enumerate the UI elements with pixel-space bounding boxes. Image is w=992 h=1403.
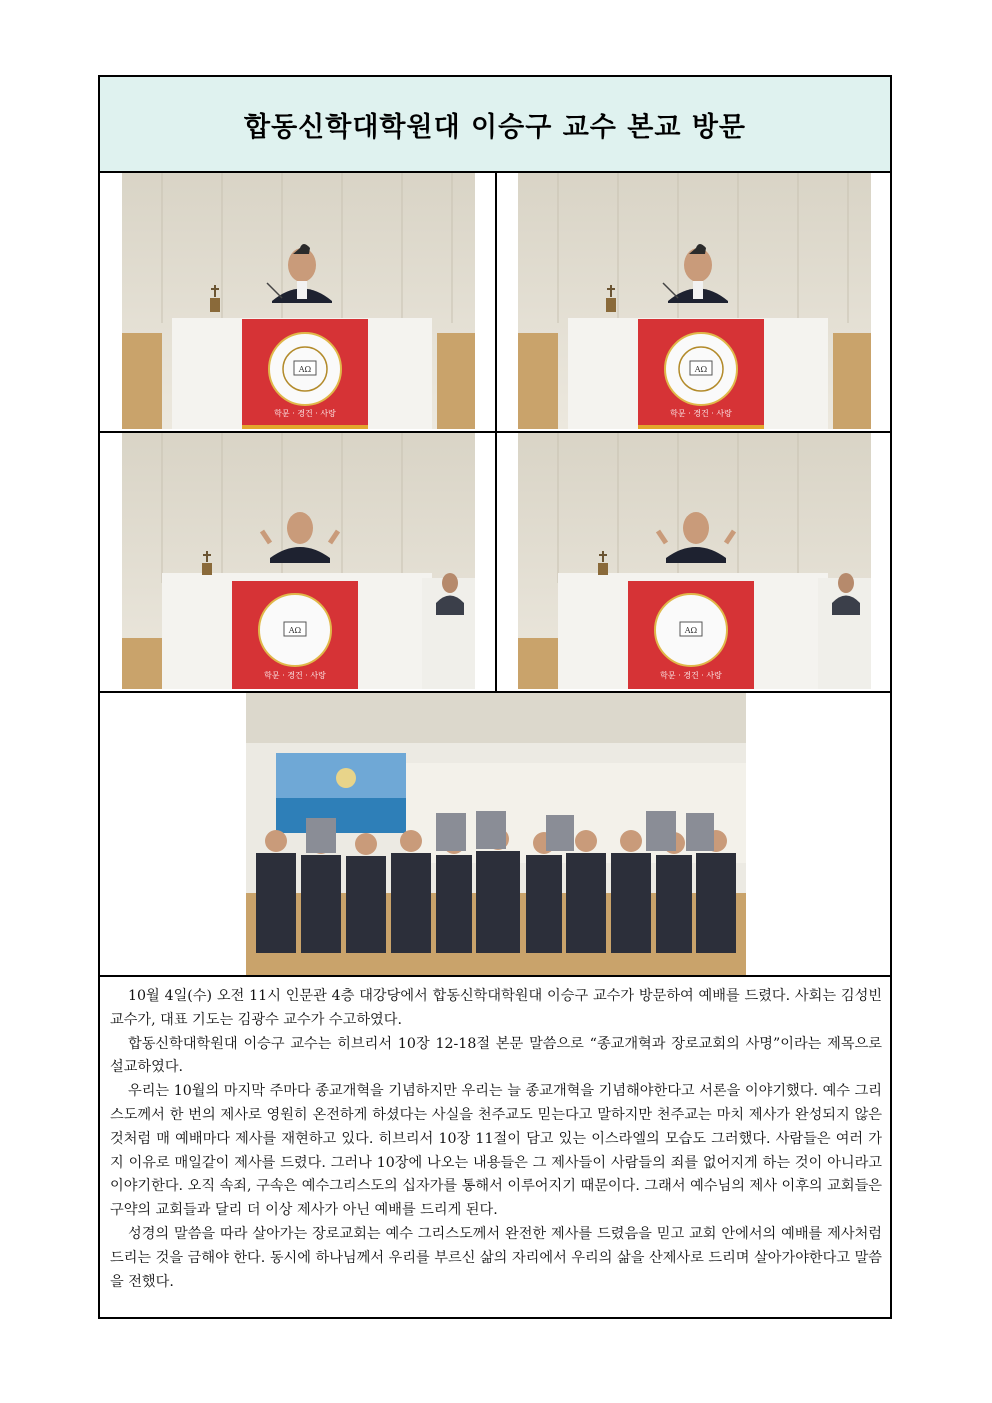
- paragraph: 합동신학대학원대 이승구 교수는 히브리서 10장 12-18절 본문 말씀으로 “종교개혁과 장로교회의 사명”이라는 제목으로 설교하였다.: [110, 1035, 882, 1076]
- sermon-photo-3: [122, 433, 475, 689]
- divider: [495, 173, 497, 431]
- paragraph: 10월 4일(수) 오전 11시 인문관 4층 대강당에서 합동신학대학원대 이승구 교수가 방문하여 예배를 드렸다. 사회는 김성빈 교수가, 대표 기도는 김광수 교수가 수고하였다.: [110, 988, 882, 1028]
- photo-row-2: [100, 433, 890, 693]
- paragraph: 우리는 10월의 마지막 주마다 종교개혁을 기념하지만 우리는 늘 종교개혁을 기념해야한다고 서론을 이야기했다. 예수 그리스도께서 한 번의 제사로 영원히 온전하게 하셨다는 사실을 천주교도 믿는다고 말하지만 천주교는 마치 제사가 완성되지 않은 것처럼 매 예배마다 제사를 재현하고 있다. 히브리서 10장 11절이 담고 있는 이스라엘의 모습도 그러했다. 사람들은 여러 가지 이유로 매일같이 제사를 드렸다. 그러나 10장에 나오는 내용들은 그 제사들이 사람들의 죄를 없어지게 하는 것이 아니라고 이야기한다. 오직 속죄, 구속은 예수그리스도의 십자가를 통해서 이루어지기 때문이다. 그래서 예수님의 제사 이후의 교회들은 구약의 교회들과 달리 더 이상 제사가 아닌 예배를 드리게 된다.: [110, 1083, 882, 1219]
- title-cell: [100, 77, 890, 173]
- divider: [495, 433, 497, 691]
- photo-row-1: [100, 173, 890, 433]
- article-body: [100, 977, 890, 1294]
- page-title: 합동신학대학원대 이승구 교수 본교 방문: [244, 111, 746, 143]
- paragraph: 성경의 말씀을 따라 살아가는 장로교회는 예수 그리스도께서 완전한 제사를 드렸음을 믿고 교회 안에서의 예배를 제사처럼 드리는 것을 금해야 한다. 동시에 하나님께서 우리를 부르신 삶의 자리에서 우리의 삶을 산제사로 드리며 살아가야한다고 말씀을 전했다.: [110, 1225, 882, 1290]
- document-frame: [98, 75, 892, 1319]
- group-photo: [246, 693, 746, 975]
- group-photo-row: [100, 693, 890, 977]
- sermon-photo-4: [518, 433, 871, 689]
- sermon-photo-1: [122, 173, 475, 429]
- sermon-photo-2: [518, 173, 871, 429]
